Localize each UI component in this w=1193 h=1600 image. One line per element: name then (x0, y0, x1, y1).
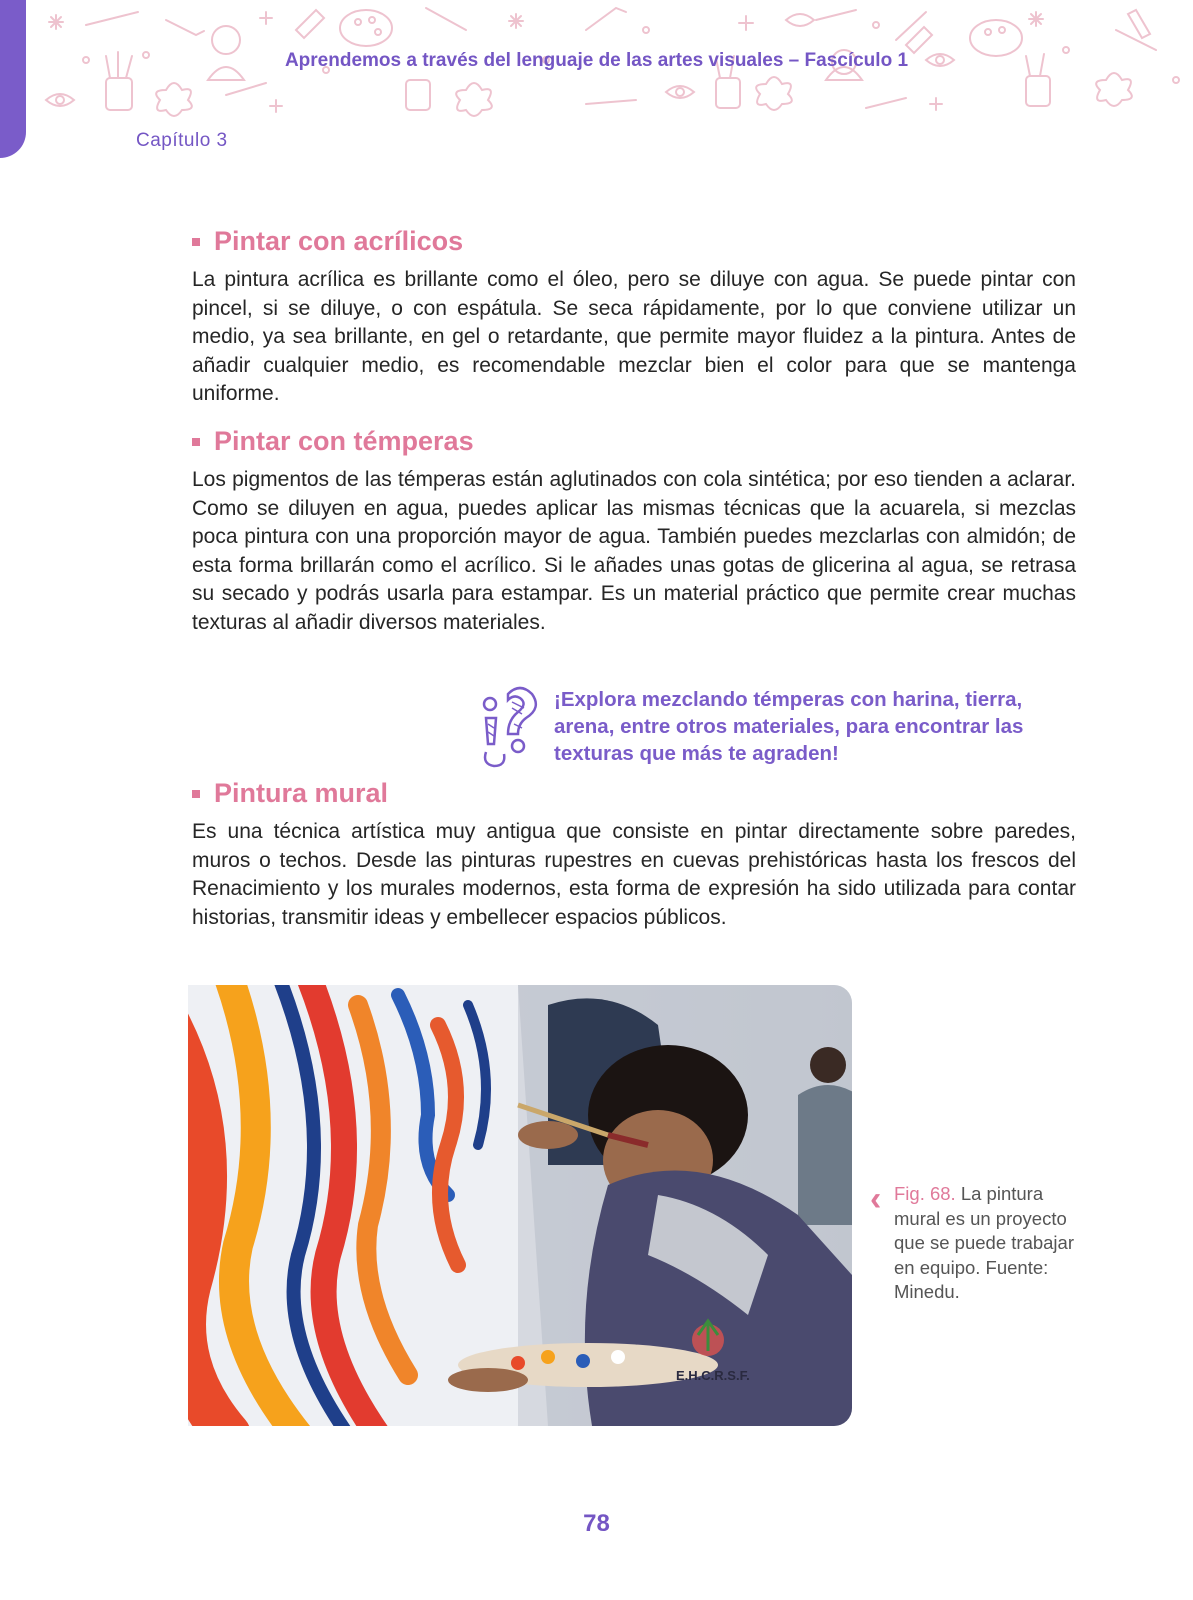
section-title-temperas (192, 426, 474, 457)
callout-text: ¡Explora mezclando témperas con harina, tierra, arena, entre otros materiales, para encontrar las texturas que más te agraden! (554, 688, 1024, 765)
bullet-icon (192, 238, 200, 246)
section-title-text: Pintar con témperas (214, 426, 474, 456)
section-title-text: Pintura mural (214, 778, 389, 808)
chevron-left-icon: ‹ (870, 1180, 882, 1218)
bullet-icon (192, 438, 200, 446)
chapter-label: Capítulo 3 (136, 130, 228, 151)
bullet-icon (192, 790, 200, 798)
callout-box (482, 682, 1082, 774)
section-body-mural: Es una técnica artística muy antigua que consiste en pintar directamente sobre paredes, muros o techos. Desde las pinturas rupestres en cuevas prehistóricas hasta los frescos del Renacimiento y los murales modernos, esta forma de expresión ha sido utilizada para contar historias, transmitir ideas y embellecer espacios públicos. (192, 820, 1076, 929)
question-exclamation-icon (482, 682, 542, 772)
section-title-acrilicos (192, 226, 463, 257)
section-body-acrilicos: La pintura acrílica es brillante como el óleo, pero se diluye con agua. Se puede pintar con pincel, si se diluye, o con espátula. Se seca rápidamente, por lo que conviene utilizar un medio, ya sea brillante, en gel o retardante, que permite mayor fluidez a la pintura. Antes de añadir cualquier medio, es recomendable mezclar bien el color para que se mantenga uniforme. (192, 268, 1076, 406)
section-title-mural (192, 778, 388, 809)
caption-body: La pintura mural es un proyecto que se puede trabajar en equipo. Fuente: Minedu. (894, 1183, 1074, 1302)
caption-text (894, 1182, 1084, 1305)
page-number: 78 (583, 1510, 610, 1537)
mural-painting-photo (188, 985, 852, 1426)
book-title: Aprendemos a través del lenguaje de las artes visuales – Fascículo 1 (284, 50, 909, 71)
photo-badge-text: E.H.C.R.S.F. (676, 1368, 750, 1383)
figure-label: Fig. 68. (894, 1183, 956, 1204)
section-body-temperas: Los pigmentos de las témperas están aglutinados con cola sintética; por eso tienden a aclarar. Como se diluyen en agua, puedes aplicar las mismas técnicas que la acuarela, si mezclas poca pintura con una proporción mayor de agua. También puedes mezclarlas con almidón; de esta forma brillarán como el acrílico. Si le añades unas gotas de glicerina al agua, se retrasa su secado y podrás usarla para estampar. Es un material práctico que permite crear muchas texturas al añadir diversos materiales. (192, 468, 1076, 634)
section-title-text: Pintar con acrílicos (214, 226, 464, 256)
side-tab (0, 0, 26, 158)
